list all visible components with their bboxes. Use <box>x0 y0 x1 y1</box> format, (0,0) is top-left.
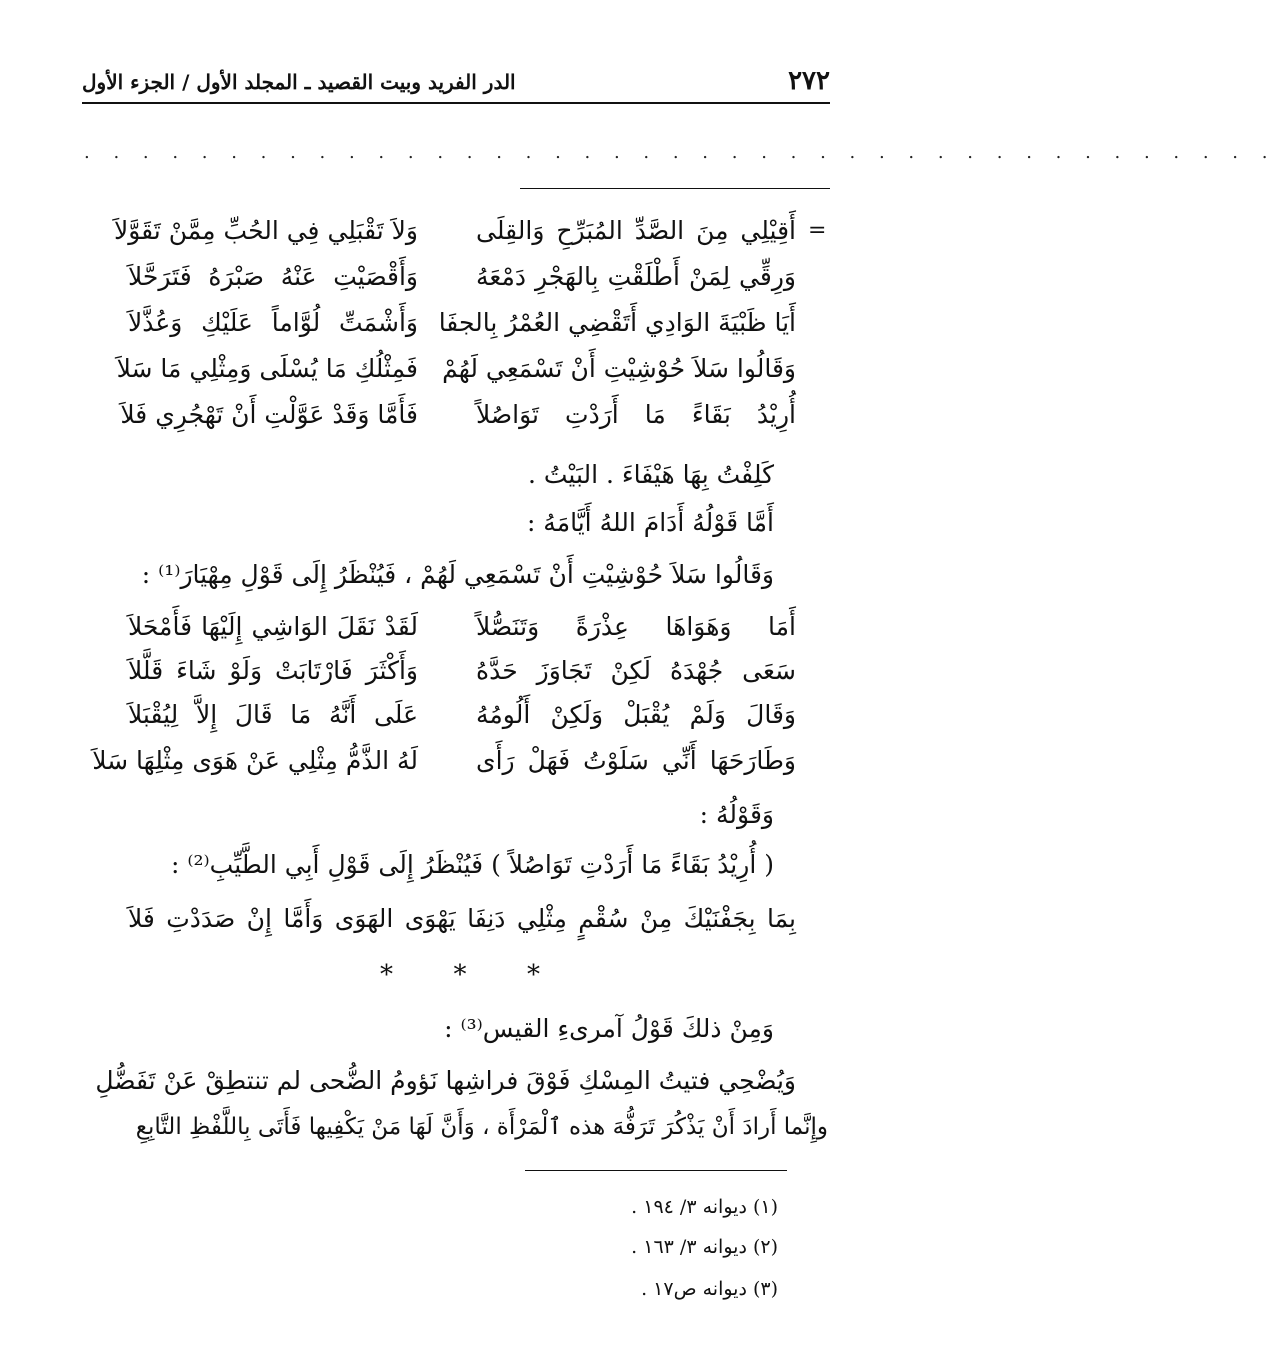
prose-line: وإِنَّما أَرادَ أَنْ يَذْكُرَ تَرَفُّهَ هذه ٱلْمَرْأَة ، وَأَنَّ لَهَا مَنْ يَكْفِيها فَأَتَى بِاللَّفْظِ التَّابِعِ <box>135 1114 828 1140</box>
verse-1-hemistich-2: وَلاَ تَقْبَلِي فِي الحُبِّ مِمَّنْ تَقَوَّلاَ <box>113 216 418 245</box>
verse-9-hemistich-1: وَطَارَحَهَا أَنِّي سَلَوْتُ فَهَلْ رَأَى <box>476 746 796 775</box>
footnote-3: (٣) ديوانه ص١٧ . <box>641 1278 778 1300</box>
verse-8-hemistich-1: وَقَالَ وَلَمْ يُقْبَلْ وَلَكِنْ أَلُومُهُ <box>476 700 796 729</box>
prose-line: كَلِفْتُ بِهَا هَيْفَاءَ . البَيْتُ . <box>527 460 774 489</box>
star-mark: * <box>453 960 467 990</box>
page-number: ٢٧٢ <box>788 66 830 96</box>
verse-6-hemistich-2: لَقَدْ نَقَلَ الوَاشِي إِلَيْهَا فَأَمْحَلاَ <box>128 612 418 641</box>
footnote-1: (١) ديوانه ٣/ ١٩٤ . <box>631 1196 778 1218</box>
section-stars <box>380 960 540 990</box>
verse-8-hemistich-2: عَلَى أَنَّهُ مَا قَالَ إِلاَّ لِيُقْبَلاَ <box>128 700 418 729</box>
footnote-2: (٢) ديوانه ٣/ ١٦٣ . <box>631 1236 778 1258</box>
verse-4-hemistich-1: وَقَالُوا سَلاَ حُوْشِيْتِ أَنْ تَسْمَعِي لَهُمْ <box>442 354 796 383</box>
prose-line: أَمَّا قَوْلُهُ أَدَامَ اللهُ أَيَّامَهُ : <box>526 508 774 537</box>
section-rule <box>520 188 830 189</box>
continuation-mark: = <box>808 218 827 243</box>
verse-3-hemistich-2: وَأَشْمَتِّ لُوَّاماً عَلَيْكِ وَعُذَّلاَ <box>128 308 418 337</box>
verse-single-2: وَيُضْحِي فتيتُ المِسْكِ فَوْقَ فراشِها نَؤومُ الضُّحى لم تنتطِقْ عَنْ تَفَضُّلِ <box>95 1066 796 1095</box>
star-mark: * <box>380 960 393 990</box>
verse-2-hemistich-2: وَأَقْصَيْتِ عَنْهُ صَبْرَهُ فَتَرَحَّلاَ <box>128 262 418 291</box>
prose-line: وَقَوْلُهُ : <box>699 800 774 829</box>
page-header <box>82 60 830 104</box>
verse-7-hemistich-1: سَعَى جُهْدَهُ لَكِنْ تَجَاوَزَ حَدَّهُ <box>476 656 796 685</box>
verse-9-hemistich-2: لَهُ الذَّمُّ مِثْلِي عَنْ هَوَى مِثْلِهَا سَلاَ <box>92 746 418 775</box>
verse-single: بِمَا بِجَفْنَيْكَ مِنْ سُقْمٍ مِثْلِي دَنِفَا يَهْوَى الهَوَى وَأَمَّا إِنْ صَدَدْتِ فَلاَ <box>128 904 796 933</box>
verse-5-hemistich-2: فَأَمَّا وَقَدْ عَوَّلْتِ أَنْ تَهْجُرِي فَلاَ <box>120 400 418 429</box>
dotted-separator: . . . . . . . . . . . . . . . . . . . . . . . . . . . . . . . . . . . . . . . . . <box>84 142 1276 163</box>
prose-line: وَمِنْ ذلكَ قَوْلُ آمرىءِ القيس⁽³⁾ : <box>444 1014 774 1043</box>
star-mark: * <box>527 960 540 990</box>
verse-6-hemistich-1: أَمَا وَهَوَاهَا عِذْرَةً وَتَنَصُّلاً <box>476 612 796 641</box>
prose-line: وَقَالُوا سَلاَ حُوْشِيْتِ أَنْ تَسْمَعِي لَهُمْ ، فَيُنْظَرُ إِلَى قَوْلِ مِهْيَارَ⁽¹⁾ : <box>141 560 774 589</box>
prose-line: ( أُرِيْدُ بَقَاءً مَا أَرَدْتِ تَوَاصُلاً ) فَيُنْظَرُ إِلَى قَوْلِ أَبِي الطَّيِّبِ⁽²⁾ : <box>170 850 774 879</box>
verse-2-hemistich-1: وَرِقِّي لِمَنْ أَطْلَقْتِ بِالهَجْرِ دَمْعَهُ <box>476 262 796 291</box>
footnote-rule <box>525 1170 787 1171</box>
verse-1-hemistich-1: أَقِيْلِي مِنَ الصَّدِّ المُبَرِّحِ وَالقِلَى <box>476 216 796 245</box>
verse-3-hemistich-1: أَيَا ظَبْيَةَ الوَادِي أَتَقْضِي العُمْرُ بِالجفَا <box>438 308 796 337</box>
verse-5-hemistich-1: أُرِيْدُ بَقَاءً مَا أَرَدْتِ تَوَاصُلاً <box>476 400 796 429</box>
verse-4-hemistich-2: فَمِثْلُكِ مَا يُسْلَى وَمِثْلِي مَا سَلاَ <box>116 354 418 383</box>
verse-7-hemistich-2: وَأَكْثَرَ فَارْتَابَتْ وَلَوْ شَاءَ قَلَّلاَ <box>128 656 418 685</box>
running-head: الدر الفريد وبيت القصيد ـ المجلد الأول / الجزء الأول <box>82 70 516 94</box>
